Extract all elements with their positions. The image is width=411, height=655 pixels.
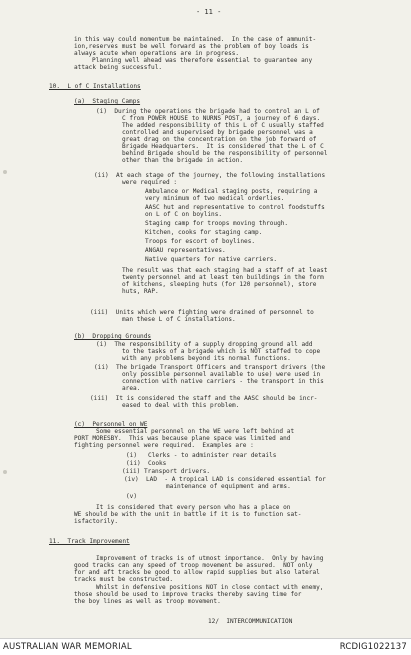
text-line: Whilst in defensive positions NOT in close contact with enemy, [96, 584, 324, 591]
text-line: to the tasks of a brigade which is NOT staffed to cope [122, 348, 321, 355]
text-line: huts, RAP. [122, 288, 159, 295]
text-line: The added responsibility of this L of C usually staffed [122, 122, 324, 129]
text-line: other than the brigade in action. [122, 157, 244, 164]
text-line: maintenance of equipment and arms. [166, 483, 291, 490]
text-line: (iii) Transport drivers. [122, 468, 211, 475]
text-line: eased to deal with this problem. [122, 402, 240, 409]
text-line: for and aft tracks be good to allow rapid supplies but also lateral [74, 569, 320, 576]
punch-hole [3, 470, 7, 474]
text-line: Ambulance or Medical staging posts, requiring a [145, 188, 318, 195]
archive-footer [0, 638, 411, 655]
text-line: in this way could momentum be maintained. In the case of ammunit- [74, 36, 317, 43]
punch-hole [3, 170, 7, 174]
text-line: attack being successful. [74, 64, 163, 71]
text-line: (iv) LAD - A tropical LAD is considered essential for [124, 476, 326, 483]
text-line: Improvement of tracks is of utmost importance. Only by having [96, 555, 324, 562]
text-line: only possible personnel available to use) were used in [122, 371, 321, 378]
text-line: fighting personnel were required. Examples are : [74, 442, 254, 449]
text-line: always acute when operations are in progress. [74, 50, 240, 57]
text-line: The result was that each staging had a staff of at least [122, 267, 328, 274]
text-line: twenty personnel and at least ten buildings in the form [122, 274, 324, 281]
text-line: of kitchens, sleeping huts (for 120 personnel), store [122, 281, 317, 288]
text-line: those should be used to improve tracks thereby saving time for [74, 591, 302, 598]
text-line: behind Brigade should be the responsibility of personnel [122, 150, 328, 157]
section-heading: 10. L of C Installations [49, 83, 141, 90]
text-line: (i) Clerks - to administer rear details [126, 452, 277, 459]
text-line: AASC hut and representative to control foodstuffs [145, 204, 325, 211]
text-line: Troops for escort of boylines. [145, 238, 256, 245]
text-line: ion,reserves must be well forward as the problem of boy loads is [74, 43, 309, 50]
text-line: Native quarters for native carriers. [145, 256, 278, 263]
text-line: were required : [122, 179, 178, 186]
text-line: Planning well ahead was therefore essential to guarantee any [92, 57, 313, 64]
text-line: with any problems beyond its normal functions. [122, 355, 291, 362]
text-line: man these L of C installations. [122, 316, 236, 323]
text-line: controlled and supervised by brigade personnel was a [122, 129, 313, 136]
text-line: (iii) It is considered the staff and the AASC should be incr- [90, 395, 318, 402]
text-line: ANGAU representatives. [145, 247, 226, 254]
text-line: good tracks can any speed of troop movement be assured. NOT only [74, 562, 313, 569]
text-line: (i) During the operations the brigade had to control an L of [96, 108, 320, 115]
text-line: (ii) Cooks [126, 460, 167, 467]
text-line: tracks must be constructed. [74, 576, 174, 583]
page-number: - 11 - [196, 8, 222, 16]
next-section-catchword: 12/ INTERCOMMUNICATION [208, 618, 293, 625]
text-line: (iii) Units which were fighting were drained of personnel to [90, 309, 314, 316]
text-line: great drag on the concentration on the job forward of [122, 136, 317, 143]
subsection-heading: (c) Personnel on WE [74, 421, 148, 428]
text-line: isfactorily. [74, 518, 119, 525]
text-line: on L of C on boylins. [145, 211, 223, 218]
archive-name: AUSTRALIAN WAR MEMORIAL [3, 642, 132, 652]
text-line: Kitchen, cooks for staging camp. [145, 229, 263, 236]
subsection-heading: (b) Dropping Grounds [74, 333, 152, 340]
text-line: Staging camp for troops moving through. [145, 220, 289, 227]
text-line: (v) [126, 493, 138, 500]
record-id: RCDIG1022137 [339, 642, 407, 652]
subsection-heading: (a) Staging Camps [74, 98, 141, 105]
text-line: the boy lines as well as troop movement. [74, 598, 221, 605]
text-line: area. [122, 385, 141, 392]
section-heading: 11. Track Improvement [49, 538, 130, 545]
text-line: C from POWER HOUSE to NURNS POST, a journey of 6 days. [122, 115, 321, 122]
text-line: connection with native carriers - the transport in this [122, 378, 324, 385]
text-line: (ii) The brigade Transport Officers and transport drivers (the [94, 364, 326, 371]
text-line: PORT MORESBY. This was because plane space was limited and [74, 435, 291, 442]
text-line: WE should be with the unit in battle if it is to function sat- [74, 511, 302, 518]
text-line: Some essential personnel on the WE were left behind at [96, 428, 295, 435]
text-line: Brigade Headquarters. It is considered that the L of C [122, 143, 324, 150]
text-line: It is considered that every person who has a place on [96, 504, 291, 511]
text-line: very minimum of two medical orderlies. [145, 195, 285, 202]
text-line: (ii) At each stage of the journey, the following installations [94, 172, 326, 179]
text-line: (i) The responsibility of a supply dropping ground all add [96, 341, 313, 348]
